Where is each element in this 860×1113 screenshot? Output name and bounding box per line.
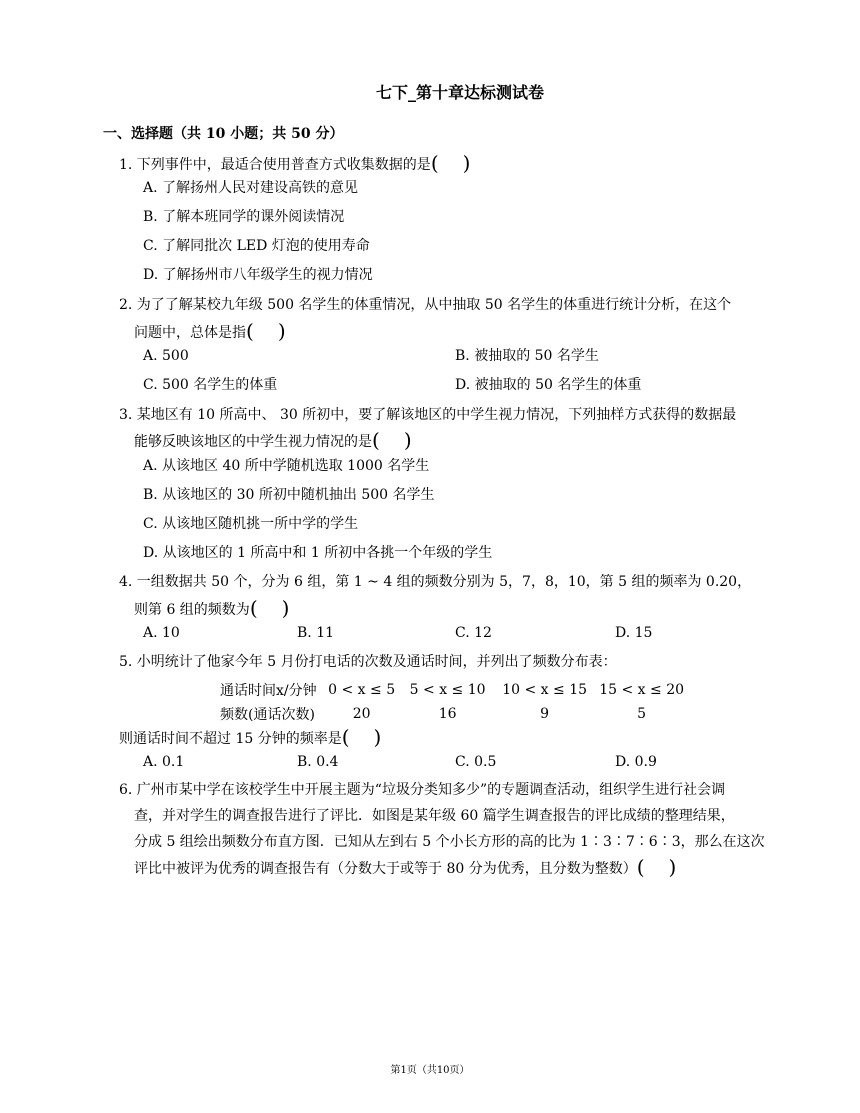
question-4-option-b: B. 11 bbox=[297, 625, 335, 641]
answer-bracket: ( ) bbox=[246, 319, 286, 343]
question-2-option-c: C. 500 名学生的体重 bbox=[143, 377, 278, 393]
question-4-option-c: C. 12 bbox=[455, 625, 492, 641]
question-1-option-b: B. 了解本班同学的课外阅读情况 bbox=[143, 209, 345, 225]
table-cell: 9 bbox=[540, 706, 550, 722]
question-1-option-d: D. 了解扬州市八年级学生的视力情况 bbox=[143, 267, 373, 283]
question-4-text: 则第 6 组的频数为 bbox=[134, 602, 250, 618]
page-title: 七下_第十章达标测试卷 bbox=[375, 83, 544, 102]
question-2-stem-line2 bbox=[134, 319, 286, 343]
question-5-text: 则通话时间不超过 15 分钟的频率是 bbox=[119, 731, 342, 747]
question-5-option-c: C. 0.5 bbox=[455, 754, 497, 770]
question-5-option-d: D. 0.9 bbox=[615, 754, 657, 770]
question-2-text: 问题中，总体是指 bbox=[134, 325, 246, 341]
question-3-option-c: C. 从该地区随机挑一所中学的学生 bbox=[143, 516, 359, 532]
table-row bbox=[220, 678, 693, 702]
question-4-stem-line2 bbox=[134, 596, 290, 620]
table-cell: 10 < x ≤ 15 bbox=[502, 682, 588, 698]
question-6-text: 评比中被评为优秀的调查报告有（分数大于或等于 80 分为优秀，且分数为整数） bbox=[134, 861, 637, 877]
question-3-stem-line2 bbox=[134, 428, 412, 452]
question-5-option-a: A. 0.1 bbox=[143, 754, 185, 770]
answer-bracket: ( ) bbox=[636, 855, 677, 879]
table-row-header: 频数(通话次数) bbox=[220, 707, 315, 723]
question-5-stem: 5. 小明统计了他家今年 5 月份打电话的次数及通话时间，并列出了频数分布表： bbox=[119, 654, 617, 670]
question-4-option-d: D. 15 bbox=[615, 625, 653, 641]
section-heading: 一、选择题（共 10 小题；共 50 分） bbox=[103, 126, 344, 142]
question-6-line1: 6. 广州市某中学在该校学生中开展主题为“垃圾分类知多少”的专题调查活动，组织学生进行社会调 bbox=[119, 782, 726, 798]
table-cell: 0 < x ≤ 5 bbox=[328, 682, 396, 698]
question-4-stem-line1: 4. 一组数据共 50 个，分为 6 组，第 1 ~ 4 组的频数分别为 5，7，8，10，第 5 组的频率为 0.20， bbox=[119, 574, 752, 590]
question-5-option-b: B. 0.4 bbox=[297, 754, 339, 770]
table-cell: 20 bbox=[352, 706, 371, 722]
answer-bracket: ( ) bbox=[430, 151, 471, 175]
question-1-option-a: A. 了解扬州人民对建设高铁的意见 bbox=[143, 180, 359, 196]
question-6-line3: 分成 5 组绘出频数分布直方图．已知从左到右 5 个小长方形的高的比为 1∶3∶7∶6∶3，那么在这次 bbox=[134, 834, 765, 850]
question-1-stem bbox=[119, 151, 471, 175]
question-6-line4 bbox=[134, 855, 677, 879]
question-6-line2: 查，并对学生的调查报告进行了评比．如图是某年级 60 篇学生调查报告的评比成绩的整理结果， bbox=[134, 808, 735, 824]
question-1-text: 1. 下列事件中，最适合使用普查方式收集数据的是 bbox=[119, 157, 431, 173]
frequency-table bbox=[220, 678, 693, 726]
table-cell: 16 bbox=[438, 706, 457, 722]
question-1-option-c: C. 了解同批次 LED 灯泡的使用寿命 bbox=[143, 238, 370, 254]
answer-bracket: ( ) bbox=[341, 725, 382, 749]
question-5-stem-line2 bbox=[119, 725, 382, 749]
answer-bracket: ( ) bbox=[372, 428, 412, 452]
question-3-option-b: B. 从该地区的 30 所初中随机抽出 500 名学生 bbox=[143, 487, 435, 503]
question-3-text: 能够反映该地区的中学生视力情况的是 bbox=[134, 434, 372, 450]
question-3-option-d: D. 从该地区的 1 所高中和 1 所初中各挑一个年级的学生 bbox=[143, 545, 493, 561]
question-2-stem-line1: 2. 为了了解某校九年级 500 名学生的体重情况，从中抽取 50 名学生的体重进行统计分析，在这个 bbox=[119, 297, 732, 313]
question-3-option-a: A. 从该地区 40 所中学随机选取 1000 名学生 bbox=[143, 458, 430, 474]
question-3-stem-line1: 3. 某地区有 10 所高中、 30 所初中，要了解该地区的中学生视力情况，下列抽样方式获得的数据最 bbox=[119, 407, 737, 423]
question-2-option-b: B. 被抽取的 50 名学生 bbox=[455, 348, 599, 364]
table-cell: 15 < x ≤ 20 bbox=[599, 682, 685, 698]
question-4-option-a: A. 10 bbox=[143, 625, 180, 641]
question-2-option-a: A. 500 bbox=[143, 348, 189, 364]
answer-bracket: ( ) bbox=[249, 596, 290, 620]
page-footer: 第1页（共10页） bbox=[390, 1065, 470, 1076]
table-row-header: 通话时间x/分钟 bbox=[220, 683, 317, 699]
table-row bbox=[220, 702, 693, 726]
question-2-option-d: D. 被抽取的 50 名学生的体重 bbox=[455, 377, 642, 393]
table-cell: 5 < x ≤ 10 bbox=[409, 682, 486, 698]
table-cell: 5 bbox=[637, 706, 647, 722]
